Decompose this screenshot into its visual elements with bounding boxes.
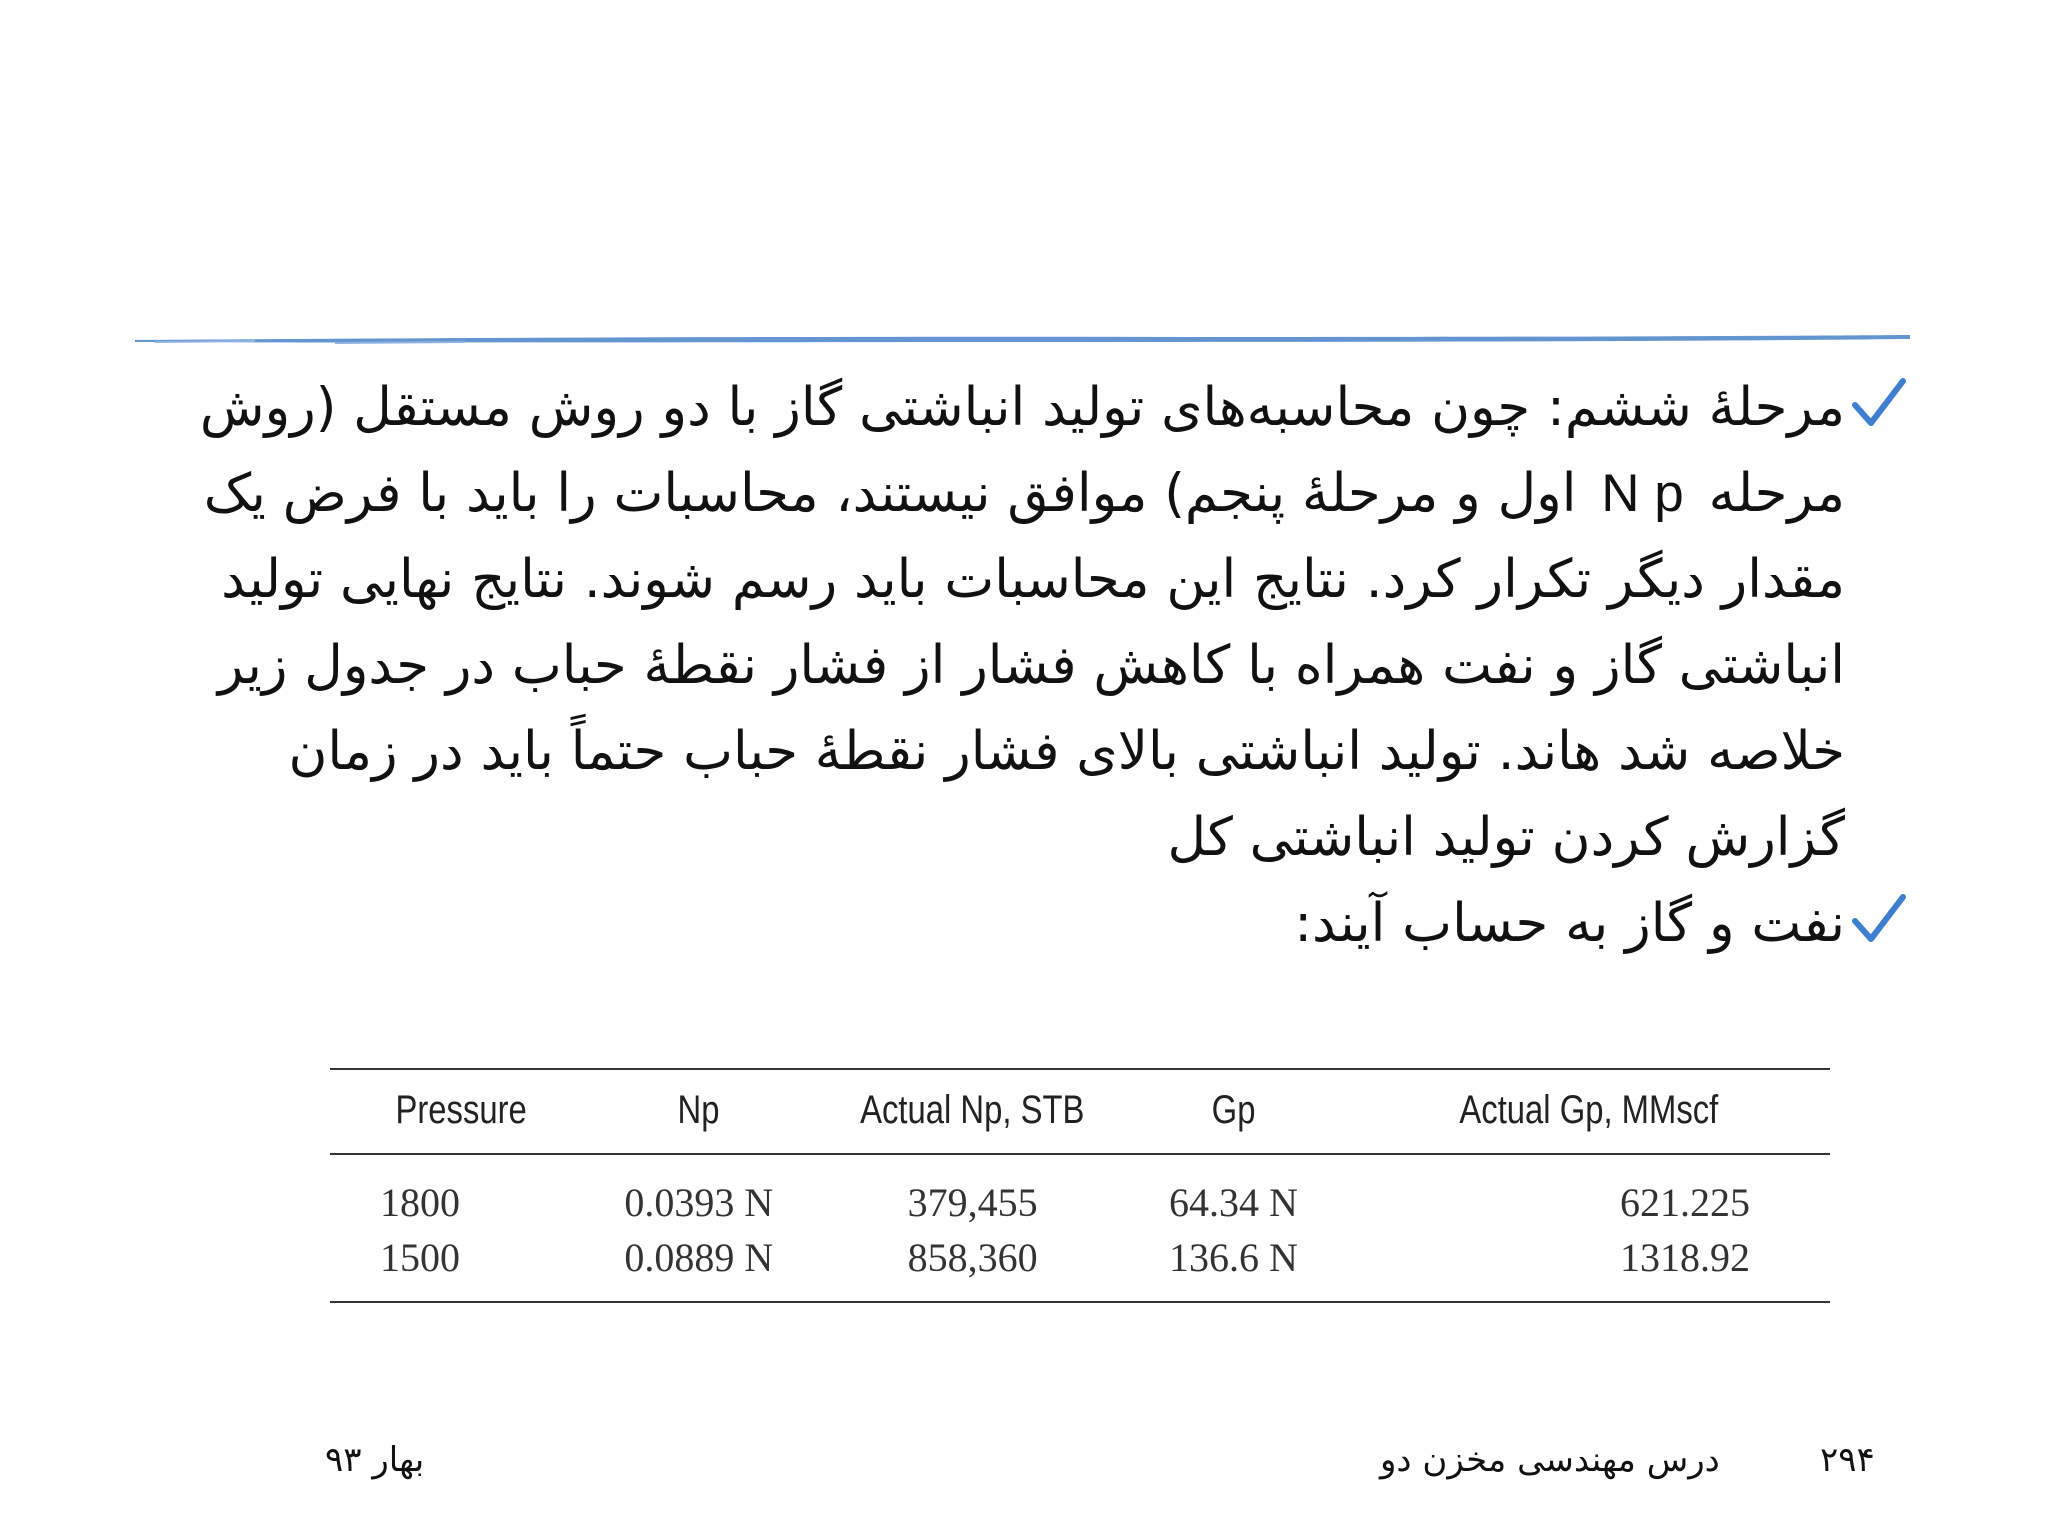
production-table — [330, 1068, 1830, 1303]
header-np: Np — [620, 1069, 778, 1154]
table-row — [330, 1230, 1830, 1302]
header-pressure: Pressure — [355, 1069, 578, 1154]
header-gp: Gp — [1165, 1069, 1302, 1154]
checkmark-icon — [1849, 891, 1907, 949]
cell-pressure: 1500 — [330, 1230, 602, 1302]
bullet-1-text-before: مرحلهٔ ششم: چون محاسبه‌های تولید انباشتی گاز با دو روش مستقل (روش مرحله — [199, 377, 1845, 524]
bullet-1-text-after: اول و مرحلهٔ پنجم) موافق نیستند، محاسبات را باید با فرض یک مقدار دیگر تکرار کرد. نتایج این محاسبات باید رسم شوند. نتایج نهایی تولید انباشتی گاز و نفت همراه با کاهش فشار از فشار نقطهٔ حباب در جدول زیر خلاصه شد هاند. تولید انباشتی بالای فشار نقطهٔ حباب حتماً باید در زمان گزارش کردن تولید انباشتی کل — [203, 463, 1845, 868]
header-actual-gp: Actual Gp, MMscf — [1363, 1069, 1784, 1154]
slide-body-text — [180, 365, 1845, 967]
cell-np: 0.0393 N — [624, 1180, 774, 1225]
cell-pressure: 1800 — [380, 1180, 460, 1225]
production-table-container — [330, 1068, 1830, 1303]
cell-actual-gp: 621.225 — [1620, 1180, 1750, 1225]
cell-actual-np: 379,455 — [907, 1180, 1038, 1225]
checkmark-icon — [1849, 375, 1907, 433]
footer-season: بهار ۹۳ — [325, 1440, 425, 1480]
footer-course-title: درس مهندسی مخزن دو — [1380, 1440, 1720, 1480]
bullet-2-text: نفت و گاز به حساب آیند: — [1294, 893, 1845, 954]
footer-page-number: ۲۹۴ — [1820, 1440, 1875, 1480]
cell-gp: 136.6 N — [1150, 1230, 1317, 1302]
cell-gp: 64.34 N — [1169, 1180, 1298, 1225]
np-symbol: N p — [1601, 464, 1684, 523]
blue-divider-line — [135, 330, 1910, 348]
cell-actual-gp: 1318.92 — [1317, 1230, 1830, 1302]
cell-actual-np: 858,360 — [795, 1230, 1150, 1302]
cell-np: 0.0889 N — [602, 1230, 795, 1302]
table-row — [330, 1154, 1830, 1230]
table-header-row — [330, 1069, 1830, 1154]
bullet-2 — [180, 881, 1845, 967]
bullet-1 — [180, 365, 1845, 881]
header-actual-np: Actual Np, STB — [827, 1069, 1118, 1154]
